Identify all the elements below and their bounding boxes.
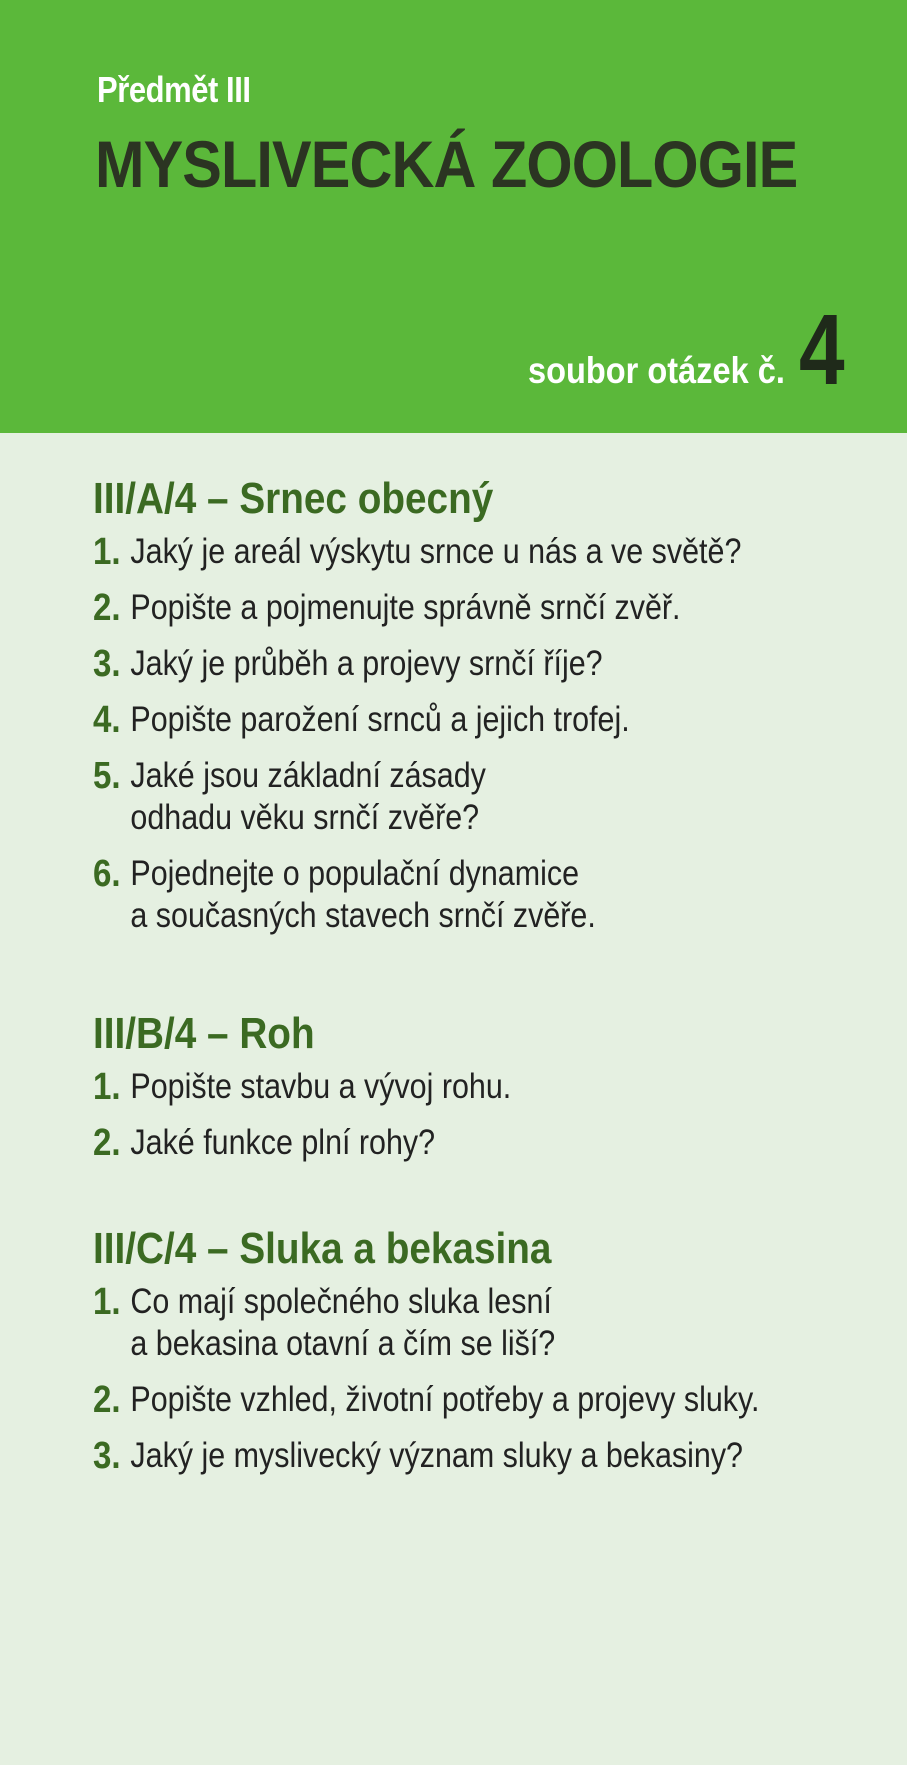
header-band: [0, 0, 907, 433]
subject-label: Předmět III: [97, 69, 251, 110]
question-number: 2.: [93, 1122, 121, 1164]
question-text: Popište vzhled, životní potřeby a projevy sluky.: [130, 1380, 760, 1419]
question-text: Co mají společného sluka lesní: [130, 1282, 552, 1321]
question-text-continued: a současných stavech srnčí zvěře.: [130, 896, 596, 935]
question-number: 4.: [93, 699, 121, 741]
section-roh: [93, 1008, 873, 1178]
question-number: 3.: [93, 1435, 121, 1477]
question-text: Jaký je areál výskytu srnce u nás a ve světě?: [130, 532, 742, 571]
question-item: [93, 1122, 896, 1164]
question-number: 1.: [93, 1281, 121, 1323]
section-title: III/C/4 – Sluka a bekasina: [93, 1224, 552, 1273]
question-number: 6.: [93, 853, 121, 895]
question-text-continued: a bekasina otavní a čím se liší?: [130, 1324, 556, 1363]
section-title: III/B/4 – Roh: [93, 1009, 315, 1058]
section-title: III/A/4 – Srnec obecný: [93, 474, 494, 523]
question-item: [93, 587, 896, 629]
question-item: [93, 853, 896, 937]
section-sluka: [93, 1223, 873, 1491]
question-text: Popište parožení srnců a jejich trofej.: [130, 700, 630, 739]
question-number: 2.: [93, 1379, 121, 1421]
question-set-label: soubor otázek č.: [528, 350, 785, 391]
question-number: 3.: [93, 643, 121, 685]
question-item: [93, 699, 896, 741]
question-text: Popište stavbu a vývoj rohu.: [130, 1067, 512, 1106]
question-text: Jaký je myslivecký význam sluky a bekasiny?: [130, 1436, 743, 1475]
question-number: 1.: [93, 1066, 121, 1108]
question-item: [93, 1379, 896, 1421]
question-item: [93, 643, 896, 685]
question-number: 1.: [93, 531, 121, 573]
question-item: [93, 531, 896, 573]
question-item: [93, 1435, 896, 1477]
question-text: Jaké funkce plní rohy?: [130, 1123, 436, 1162]
question-item: [93, 755, 896, 839]
page-title: MYSLIVECKÁ ZOOLOGIE: [95, 127, 798, 201]
question-number: 5.: [93, 755, 121, 797]
question-text: Popište a pojmenujte správně srnčí zvěř.: [130, 588, 681, 627]
question-item: [93, 1066, 896, 1108]
question-text: Jaké jsou základní zásady: [130, 756, 486, 795]
question-number: 2.: [93, 587, 121, 629]
question-text: Jaký je průběh a projevy srnčí říje?: [130, 644, 603, 683]
question-text-continued: odhadu věku srnčí zvěře?: [130, 798, 480, 837]
section-srnec: [93, 473, 873, 951]
question-set-number: 4: [799, 294, 845, 406]
question-text: Pojednejte o populační dynamice: [130, 854, 580, 893]
question-item: [93, 1281, 896, 1365]
